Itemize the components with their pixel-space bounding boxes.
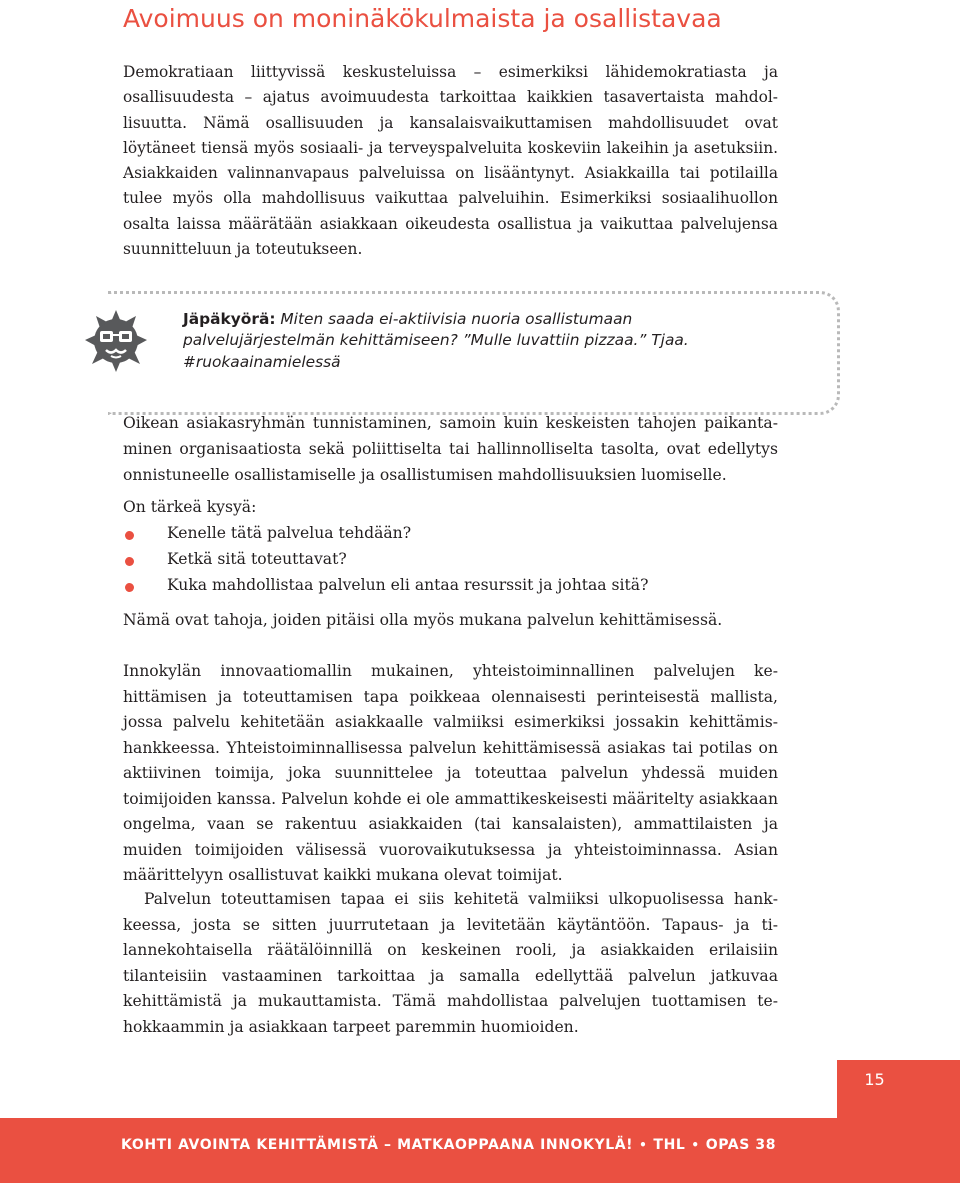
target-group-paragraph: Oikean asiakasryhmän tunnistaminen, samoin kuin keskeisten tahojen paikantaminen organisaatiosta sekä poliittiselta tai hallinnolliselta tasolta, ovat edellytys onnistuneelle osallistamiselle ja osallistumisen mahdollisuuksien luomiselle.: [123, 414, 778, 484]
footer-series: OPAS 38: [705, 1137, 777, 1153]
question-list: [123, 521, 648, 598]
footer-separator: •: [691, 1138, 700, 1152]
list-item: Ketkä sitä toteuttavat?: [123, 547, 648, 573]
footer-text: [121, 1137, 776, 1153]
footer-separator: •: [639, 1138, 648, 1152]
footer-bar: [0, 1118, 960, 1183]
stakeholder-paragraph: Nämä ovat tahoja, joiden pitäisi olla myös mukana palvelun kehittämisessä.: [123, 611, 723, 629]
intro-paragraph: Demokratiaan liittyvissä keskusteluissa – esimerkiksi lähidemokratiasta ja osallisuudesta – ajatus avoimuudesta tarkoittaa kaikkien tasavertaista mahdollisuutta. Nämä osallisuuden ja kansalaisvaikuttamisen mahdollisuudet ovat löytäneet tiensä myös sosiaali- ja terveyspalveluita koskeviin lakeihin ja asetuksiin. Asiakkaiden valinnanvapaus palveluissa on lisääntynyt. Asiakkailla tai potilailla tulee myös olla mahdollisuus vaikuttaa palveluihin. Esimerkiksi sosiaalihuollon osalta laissa määrätään asiakkaan oikeudesta osallistua ja vaikuttaa palvelujensa suunnitteluun ja toteutukseen.: [123, 63, 778, 259]
callout-body: Miten saada ei-aktiivisia nuoria osallistumaan palvelujärjestelmän kehittämiseen? ”Mulle luvattiin pizzaa.” Tjaa. #ruokaainamielessä: [183, 310, 689, 371]
footer-org: THL: [653, 1137, 686, 1153]
page-number-tab: [837, 1060, 960, 1118]
callout-text: [183, 309, 783, 373]
question-intro: On tärkeä kysyä:: [123, 498, 257, 516]
list-item: Kenelle tätä palvelua tehdään?: [123, 521, 648, 547]
mascot-icon: [74, 298, 158, 382]
page-number: 15: [864, 1070, 885, 1089]
callout-label: Jäpäkyörä:: [183, 310, 276, 328]
innovation-model-paragraph: Innokylän innovaatiomallin mukainen, yhteistoiminnallinen palvelujen kehittämisen ja toteuttamisen tapa poikkeaa olennaisesti perinteisestä mallista, jossa palvelu kehitetään asiakkaalle valmiiksi esimerkiksi jossakin kehittämishankkeessa. Yhteistoiminnallisessa palvelun kehittämisessä asiakas tai potilas on aktiivinen toimija, joka suunnittelee ja toteuttaa palvelun yhdessä muiden toimijoiden kanssa. Palvelun kohde ei ole ammattikeskeisesti määritelty asiakkaan ongelma, vaan se rakentuu asiakkaiden (tai kansalaisten), ammattilaisten ja muiden toimijoiden välisessä vuorovaikutuksessa ja yhteistoiminnassa. Asian määrittelyyn osallistuvat kaikki mukana olevat toimijat.: [123, 662, 778, 884]
implementation-paragraph: Palvelun toteuttamisen tapaa ei siis kehitetä valmiiksi ulkopuolisessa hankkeessa, josta se sitten juurrutetaan ja levitetään käytäntöön. Tapaus- ja tilannekohtaisella räätälöinnillä on keskeinen rooli, ja asiakkaiden erilaisiin tilanteisiin vastaaminen tarkoittaa ja samalla edellyttää palvelun jatkuvaa kehittämistä ja mukauttamista. Tämä mahdollistaa palvelujen tuottamisen tehokkaammin ja asiakkaan tarpeet paremmin huomioiden.: [123, 890, 778, 1036]
footer-title: KOHTI AVOINTA KEHITTÄMISTÄ – MATKAOPPAANA INNOKYLÄ!: [121, 1137, 634, 1153]
list-item: Kuka mahdollistaa palvelun eli antaa resurssit ja johtaa sitä?: [123, 573, 648, 599]
page-heading: Avoimuus on moninäkökulmaista ja osallistavaa: [123, 4, 722, 33]
